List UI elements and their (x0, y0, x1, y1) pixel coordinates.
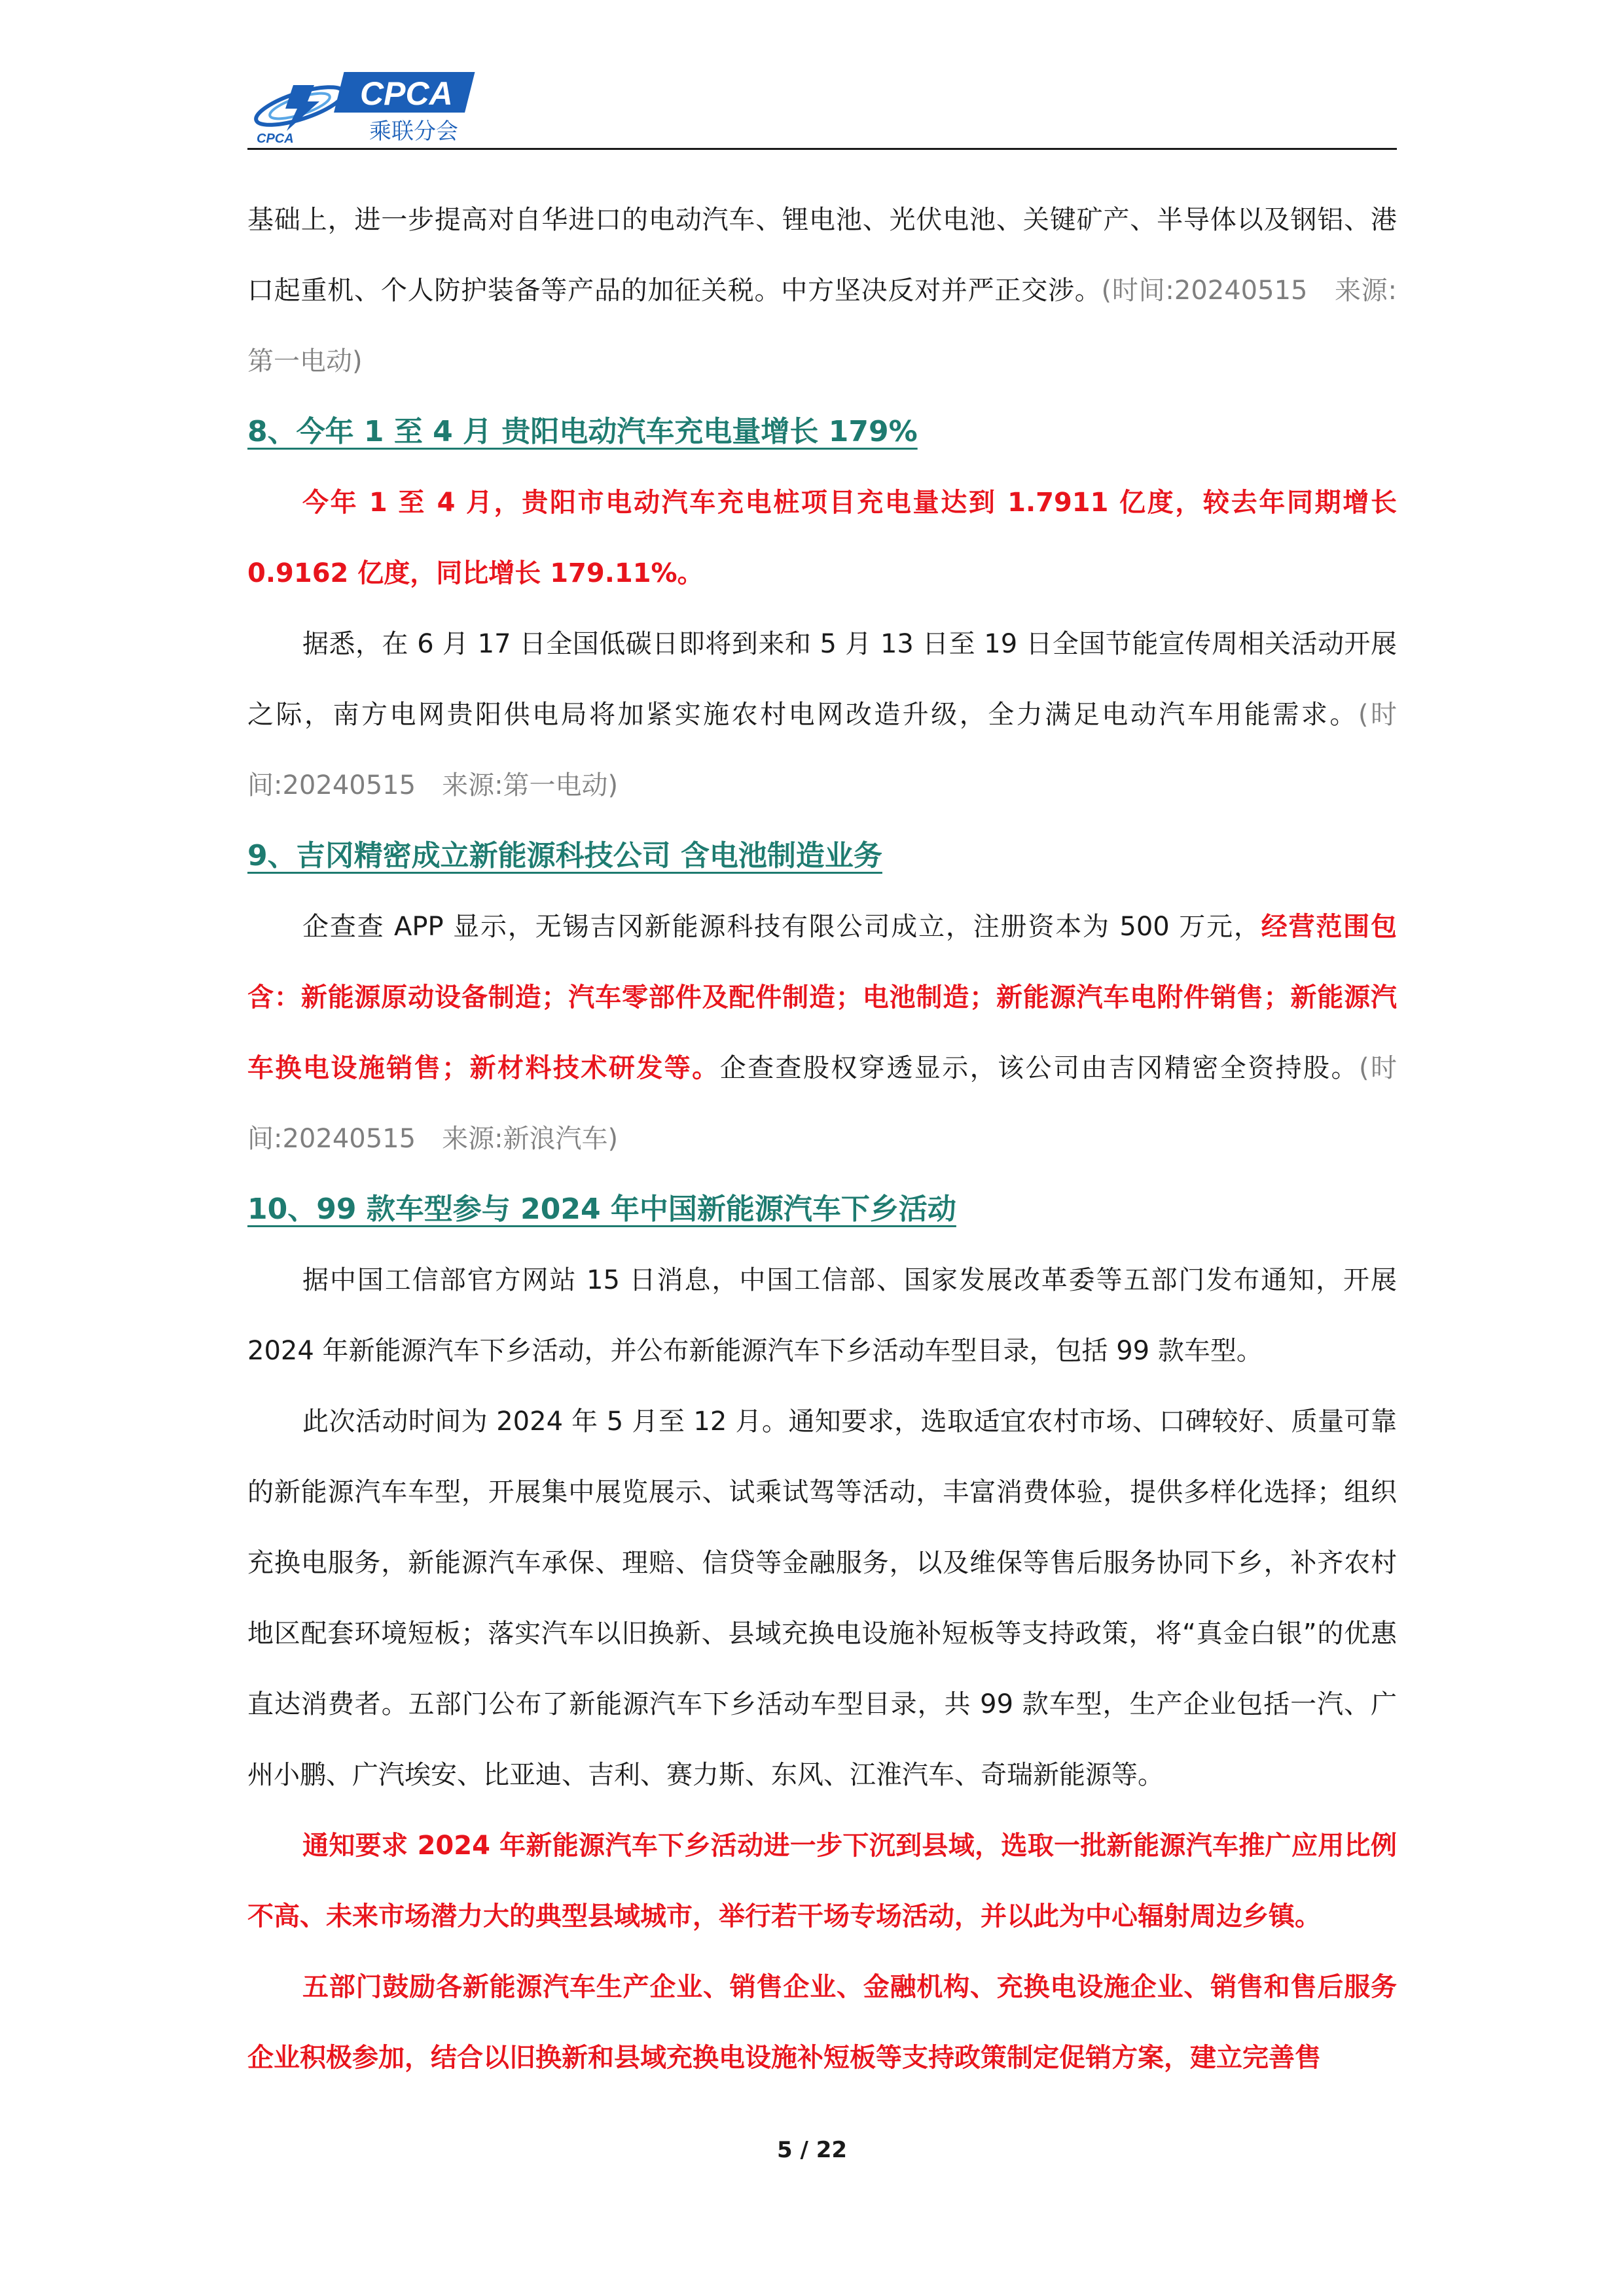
section-8-highlight: 今年 1 至 4 月，贵阳市电动汽车充电桩项目充电量达到 1.7911 亿度，较去年同期增长 0.9162 亿度，同比增长 179.11%。 (247, 488, 1397, 588)
continued-paragraph (247, 185, 1397, 397)
article-body (247, 185, 1397, 2093)
cpca-logo (247, 65, 483, 147)
source-note: (时间:20240515 来源:第一电动) (247, 276, 1398, 376)
page-number: 5 / 22 (776, 2137, 848, 2163)
source-note: (时间:20240515 来源:新浪汽车) (247, 1053, 1398, 1154)
section-9-text-a: 企查查 APP 显示，无锡吉冈新能源科技有限公司成立，注册资本为 500 万元， (302, 912, 1261, 942)
section-9-text-b: 企查查股权穿透显示，该公司由吉冈精密全资持股。 (719, 1053, 1359, 1083)
section-8-paragraph (247, 609, 1397, 821)
section-9-highlight: 经营范围包含：新能源原动设备制造；汽车零部件及配件制造；电池制造；新能源汽车电附件销售；新能源汽车换电设施销售；新材料技术研发等。 (247, 912, 1398, 1083)
section-10-highlight-2: 五部门鼓励各新能源汽车生产企业、销售企业、金融机构、充换电设施企业、销售和售后服务企业积极参加，结合以旧换新和县域充换电设施补短板等支持政策制定促销方案，建立完善售 (247, 1972, 1397, 2073)
logo-small-text: CPCA (257, 132, 294, 146)
logo-subtitle: 乘联分会 (369, 118, 458, 145)
source-note: (时间:20240515 来源:第一电动) (247, 700, 1398, 800)
section-10-heading: 10、99 款车型参与 2024 年中国新能源汽车下乡活动 (247, 1193, 956, 1226)
section-9-paragraph (247, 891, 1397, 1174)
section-9-heading: 9、吉冈精密成立新能源科技公司 含电池制造业务 (247, 839, 882, 872)
section-8-text: 据悉，在 6 月 17 日全国低碳日即将到来和 5 月 13 日至 19 日全国节能宣传周相关活动开展之际，南方电网贵阳供电局将加紧实施农村电网改造升级，全力满足电动汽车用能需求。 (247, 629, 1397, 730)
continued-text: 基础上，进一步提高对自华进口的电动汽车、锂电池、光伏电池、关键矿产、半导体以及钢铝、港口起重机、个人防护装备等产品的加征关税。中方坚决反对并严正交涉。 (247, 205, 1397, 306)
section-10-paragraph-1: 据中国工信部官方网站 15 日消息，中国工信部、国家发展改革委等五部门发布通知，开展 2024 年新能源汽车下乡活动，并公布新能源汽车下乡活动车型目录，包括 99 款车型。 (247, 1265, 1397, 1366)
page-header (247, 65, 1397, 151)
section-10-highlight-1: 通知要求 2024 年新能源汽车下乡活动进一步下沉到县域，选取一批新能源汽车推广应用比例不高、未来市场潜力大的典型县域城市，举行若干场专场活动，并以此为中心辐射周边乡镇。 (247, 1831, 1397, 1931)
header-divider (247, 148, 1397, 150)
section-10-paragraph-2: 此次活动时间为 2024 年 5 月至 12 月。通知要求，选取适宜农村市场、口碑较好、质量可靠的新能源汽车车型，开展集中展览展示、试乘试驾等活动，丰富消费体验，提供多样化选择；组织充换电服务，新能源汽车承保、理赔、信贷等金融服务，以及维保等售后服务协同下乡，补齐农村地区配套环境短板；落实汽车以旧换新、县域充换电设施补短板等支持政策，将“真金白银”的优惠直达消费者。五部门公布了新能源汽车下乡活动车型目录，共 99 款车型，生产企业包括一汽、广州小鹏、广汽埃安、比亚迪、吉利、赛力斯、东风、江淮汽车、奇瑞新能源等。 (247, 1407, 1397, 1790)
logo-text: CPCA (360, 75, 453, 112)
section-8-heading: 8、今年 1 至 4 月 贵阳电动汽车充电量增长 179% (247, 415, 918, 448)
